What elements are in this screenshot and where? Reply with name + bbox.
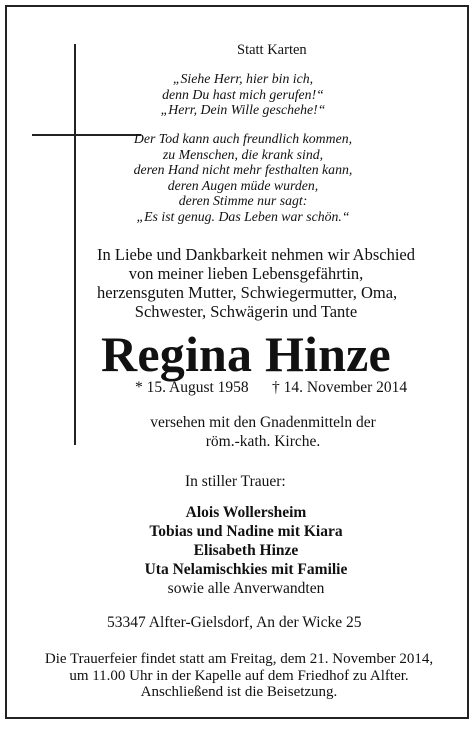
address: 53347 Alfter-Gielsdorf, An der Wicke 25 <box>107 614 362 631</box>
poem-line: „Herr, Dein Wille geschehe!“ <box>160 102 326 117</box>
poem-line: deren Stimme nur sagt: <box>178 193 308 208</box>
mourner: Elisabeth Hinze <box>193 542 299 559</box>
cross-icon <box>74 44 76 445</box>
poem-line: zu Menschen, die krank sind, <box>162 146 324 162</box>
farewell-intro <box>97 245 415 321</box>
sacraments-line: versehen mit den Gnadenmitteln der <box>150 414 376 431</box>
mourner: Tobias und Nadine mit Kiara <box>149 523 343 540</box>
funeral-line: Die Trauerfeier findet statt am Freitag, dem 21. November 2014, <box>44 651 434 667</box>
mourning-label: In stiller Trauer: <box>185 473 286 490</box>
mourners-list <box>107 503 385 598</box>
mourner: Alois Wollersheim <box>185 504 307 521</box>
poem-line: denn Du hast mich gerufen!“ <box>162 86 324 102</box>
relatives-line: sowie alle Anverwandten <box>167 580 325 597</box>
poem-stanza-2 <box>109 131 377 224</box>
intro-line: herzensguten Mutter, Schwiegermutter, Oma, <box>97 283 398 302</box>
funeral-line: Anschließend ist die Beisetzung. <box>140 684 338 700</box>
intro-line: Schwester, Schwägerin und Tante <box>134 302 358 321</box>
sacraments-text <box>127 413 399 451</box>
poem-line: „Es ist genug. Das Leben war schön.“ <box>136 208 350 224</box>
sacraments-line: röm.-kath. Kirche. <box>205 433 321 450</box>
funeral-line: um 11.00 Uhr in der Kapelle auf dem Friedhof zu Alfter. <box>69 667 409 684</box>
poem-line: deren Augen müde wurden, <box>167 177 319 193</box>
birth-date: * 15. August 1958 <box>135 379 249 396</box>
intro-line: In Liebe und Dankbarkeit nehmen wir Abschied <box>97 245 415 264</box>
poem-stanza-1 <box>109 71 377 118</box>
poem-line: deren Hand nicht mehr festhalten kann, <box>133 162 353 177</box>
mourner: Uta Nelamischkies mit Familie <box>144 561 348 578</box>
death-date: † 14. November 2014 <box>272 379 408 396</box>
poem-line: Der Tod kann auch freundlich kommen, <box>133 131 353 146</box>
funeral-info <box>21 651 457 701</box>
poem-line: „Siehe Herr, hier bin ich, <box>172 71 314 86</box>
obituary-notice <box>5 5 469 719</box>
intro-line: von meiner lieben Lebensgefährtin, <box>128 264 364 283</box>
header-text: Statt Karten <box>237 42 307 58</box>
deceased-name: Regina Hinze <box>101 326 391 382</box>
